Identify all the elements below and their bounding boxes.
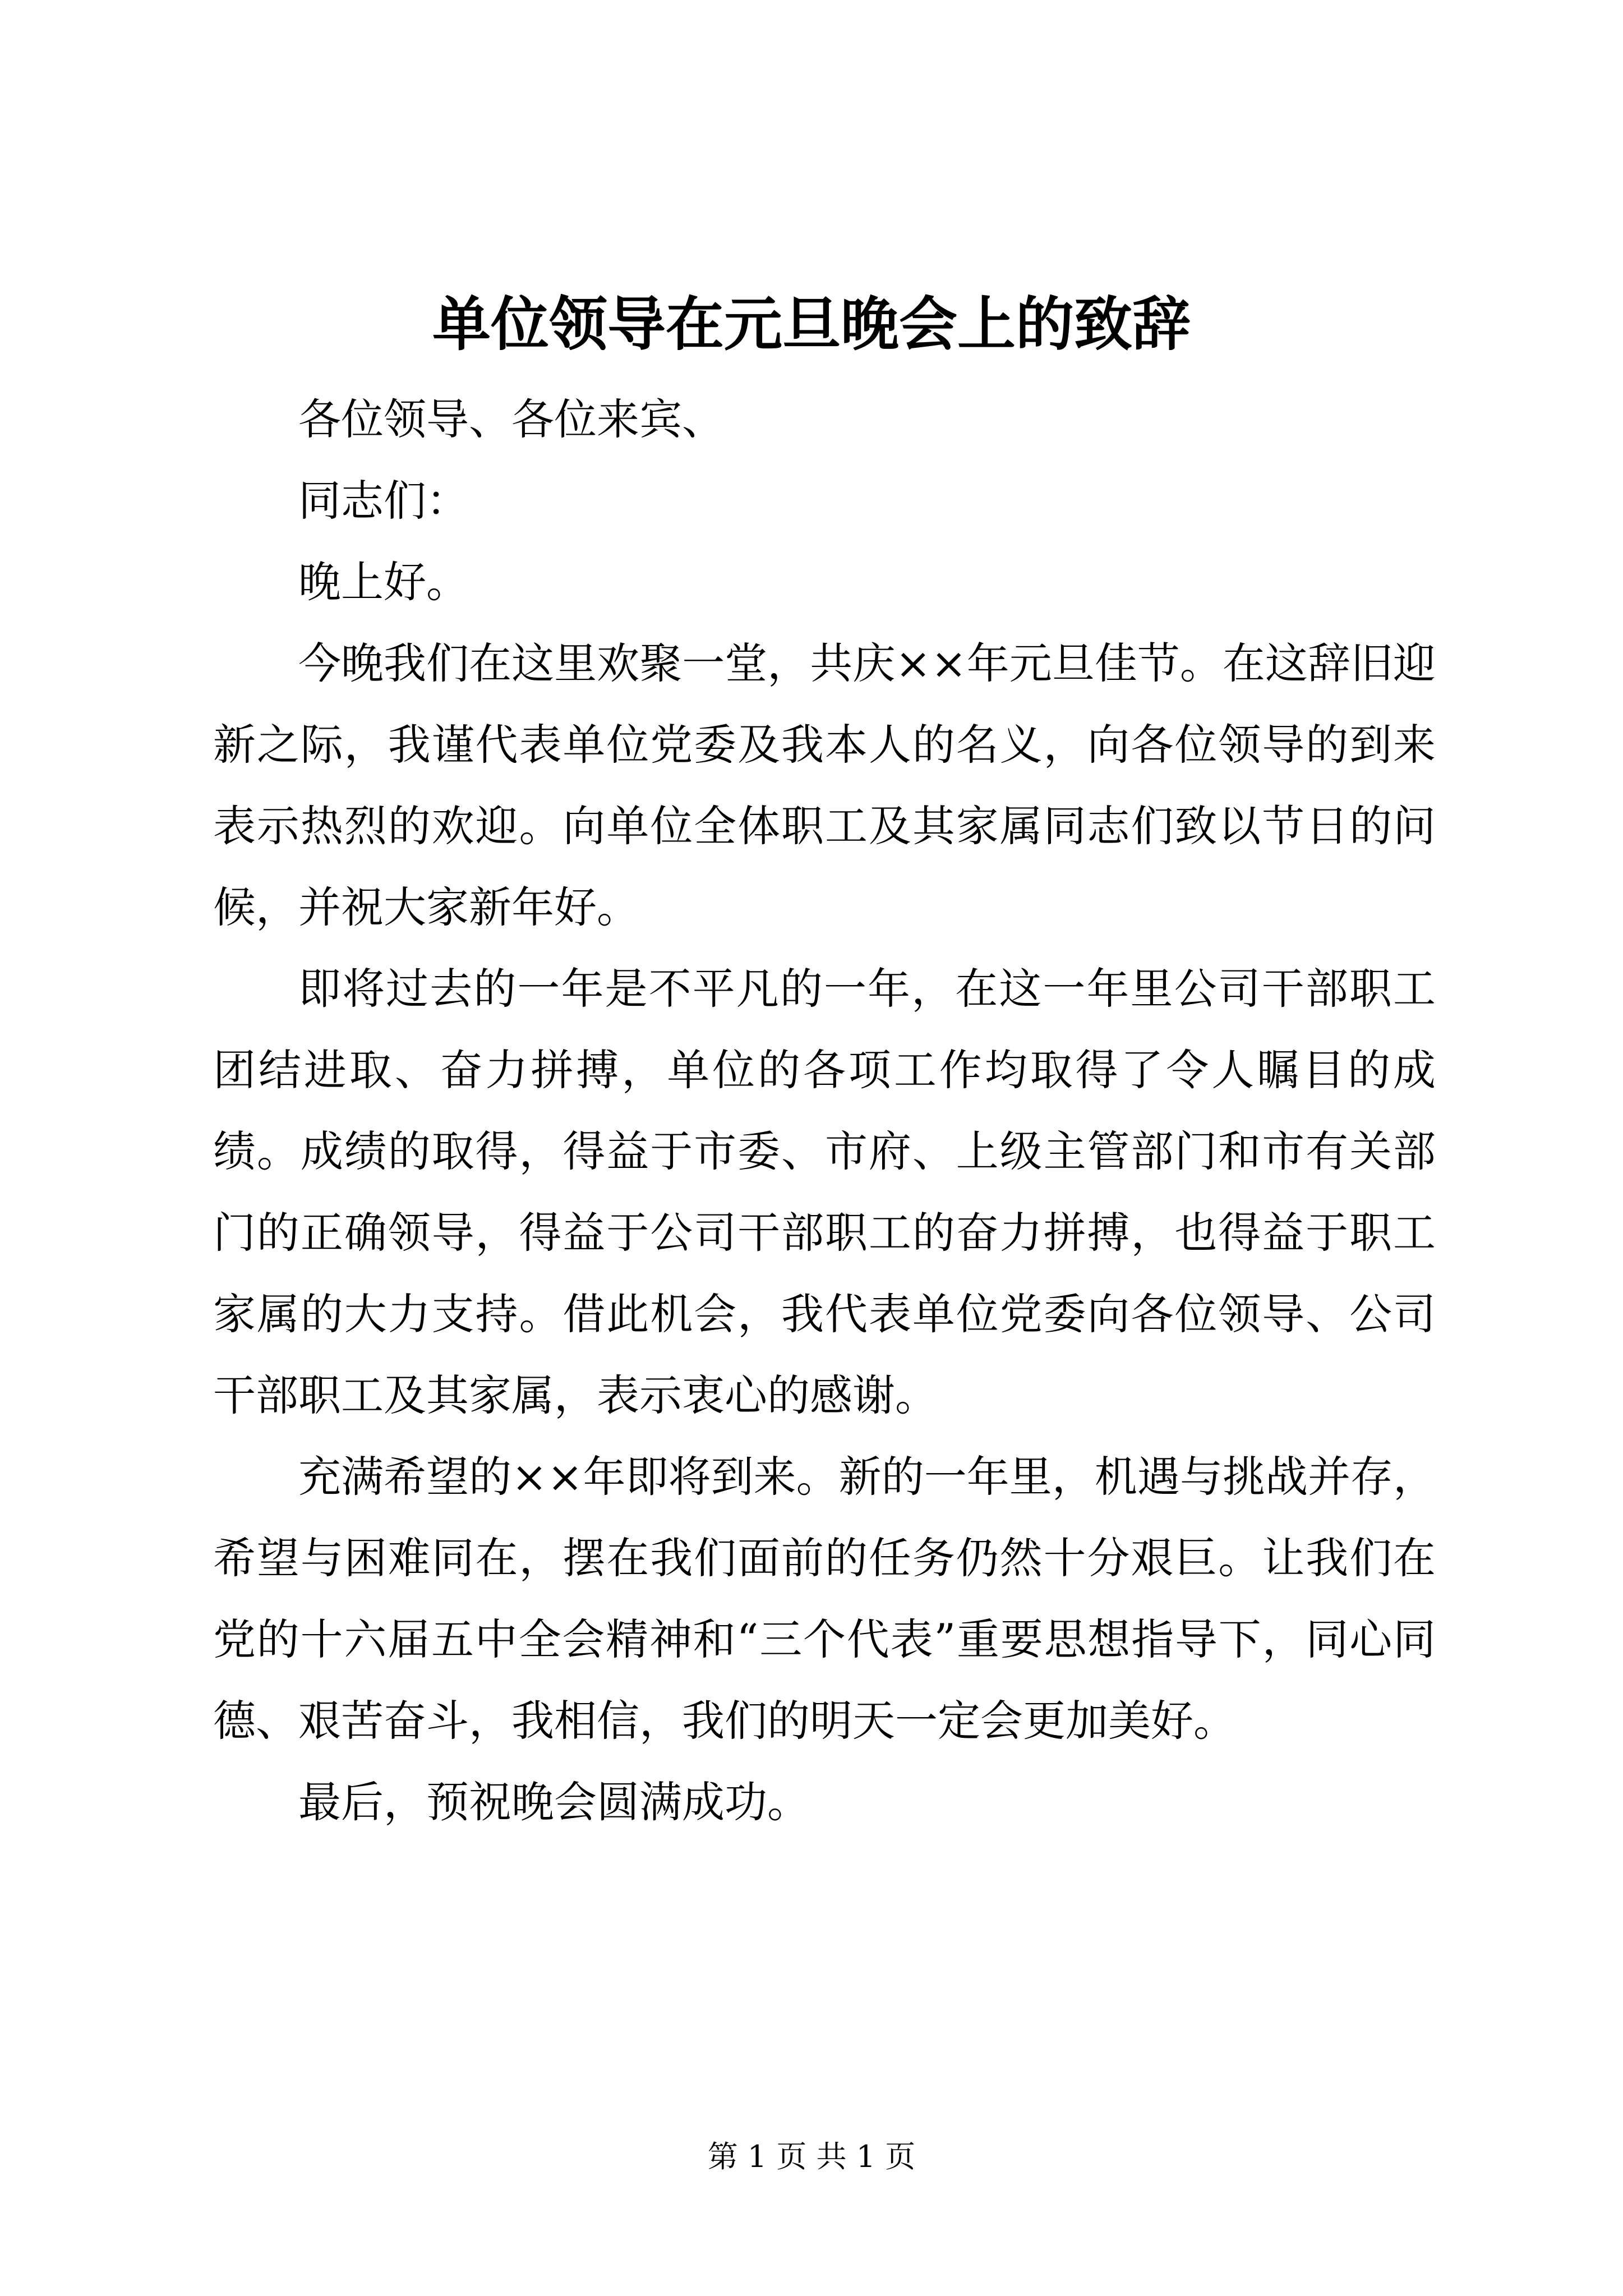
paragraph-review: 即将过去的一年是不平凡的一年，在这一年里公司干部职工团结进取、奋力拼搏，单位的各项工作均取得了令人瞩目的成绩。成绩的取得，得益于市委、市府、上级主管部门和市有关部门的正确领导，得益于公司干部职工的奋力拼搏，也得益于职工家属的大力支持。借此机会，我代表单位党委向各位领导、公司干部职工及其家属，表示衷心的感谢。 (213, 964, 1436, 1420)
greeting-line: 晚上好。 (298, 557, 469, 607)
salutation-line-1: 各位领导、各位来宾、 (298, 394, 725, 444)
document-title: 单位领导在元旦晚会上的致辞 (432, 289, 1191, 358)
page-footer: 第 1 页 共 1 页 (707, 2139, 916, 2174)
paragraph-outlook: 充满希望的××年即将到来。新的一年里，机遇与挑战并存，希望与困难同在，摆在我们面前的任务仍然十分艰巨。让我们在党的十六届五中全会精神和“三个代表”重要思想指导下，同心同德、艰苦奋斗，我相信，我们的明天一定会更加美好。 (213, 1452, 1436, 1746)
document-body (213, 379, 1436, 1843)
salutation-line-2: 同志们： (298, 476, 469, 526)
paragraph-welcome: 今晚我们在这里欢聚一堂，共庆××年元旦佳节。在这辞旧迎新之际，我谨代表单位党委及我本人的名义，向各位领导的到来表示热烈的欢迎。向单位全体职工及其家属同志们致以节日的问候，并祝大家新年好。 (213, 638, 1436, 932)
paragraph-closing: 最后，预祝晚会圆满成功。 (298, 1777, 810, 1827)
